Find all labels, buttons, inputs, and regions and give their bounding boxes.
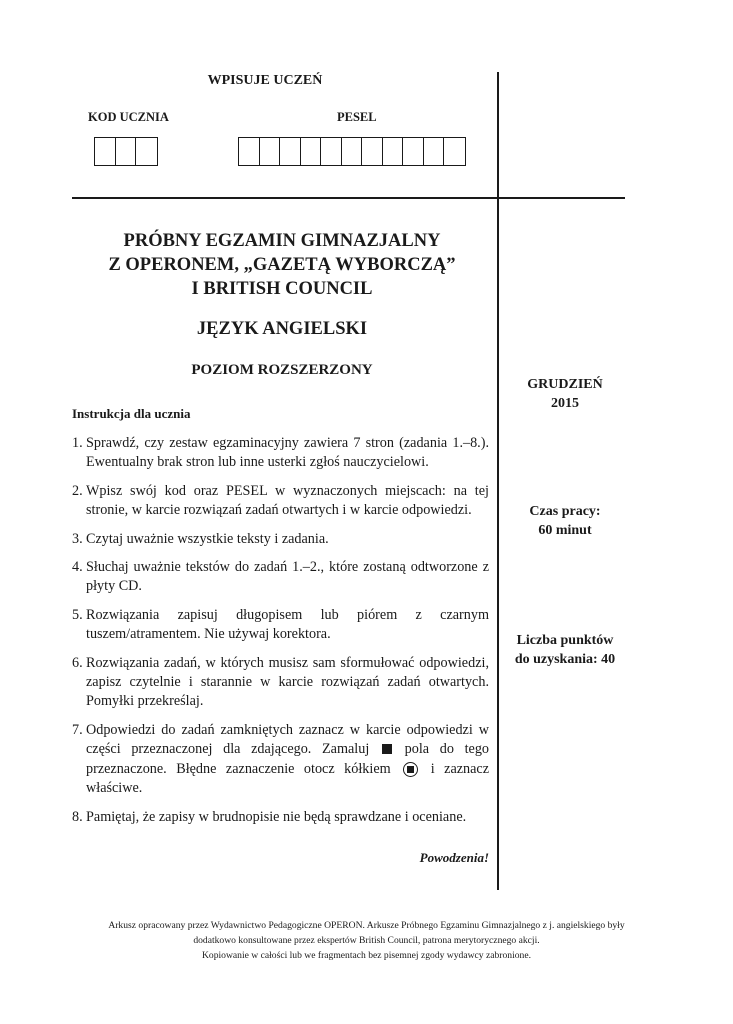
instruction-text: Sprawdź, czy zestaw egzaminacyjny zawiera 7 stron (zadania 1.–8.). Ewentualny brak stron lub inne usterki zgłoś nauczycielowi. (86, 435, 489, 471)
instruction-item (72, 558, 489, 597)
pesel-box[interactable] (260, 138, 281, 165)
instructions-heading: Instrukcja dla ucznia (72, 406, 191, 421)
footer-line: Kopiowanie w całości lub we fragmentach bez pisemnej zgody wydawcy zabronione. (201, 950, 531, 961)
exam-date-year: 2015 (551, 396, 579, 411)
points-label: Liczba punktów (516, 633, 614, 648)
code-box[interactable] (116, 138, 137, 165)
instruction-text: Rozwiązania zapisuj długopisem lub piórem z czarnym tuszem/atramentem. Nie używaj korektora. (86, 606, 489, 643)
instruction-number: 5. (72, 606, 83, 623)
instruction-number: 4. (72, 559, 83, 576)
footer-line: dodatkowo konsultowane przez ekspertów British Council, patrona merytorycznego akcji. (193, 935, 540, 946)
exam-duration (505, 502, 625, 540)
instructions-list (72, 434, 489, 836)
instruction-item (72, 482, 489, 521)
footer-note (60, 918, 673, 963)
footer-line: Arkusz opracowany przez Wydawnictwo Pedagogiczne OPERON. Arkusze Próbnego Egzaminu Gimnazjalnego z j. angielskiego były (108, 920, 625, 931)
instruction-text-part: pola do tego przeznaczone. Błędne zaznaczenie otocz kółkiem (86, 741, 490, 777)
duration-label: Czas pracy: (529, 504, 601, 519)
instruction-item (72, 606, 489, 645)
exam-date-month: GRUDZIEŃ (527, 377, 603, 392)
pesel-box[interactable] (424, 138, 445, 165)
instruction-item (72, 808, 489, 827)
instruction-text-part: Odpowiedzi do zadań zamkniętych zaznacz w karcie odpowiedzi w części przeznaczonej dla zdającego. Zamaluj (86, 721, 489, 758)
instruction-text: Wpisz swój kod oraz PESEL w wyznaczonych miejscach: na tej stronie, w karcie rozwiązań zadań otwartych i w karcie odpowiedzi. (86, 482, 489, 519)
horizontal-divider (72, 197, 625, 199)
circled-square-icon (403, 762, 418, 777)
instruction-number: 8. (72, 808, 83, 825)
instruction-text (86, 721, 489, 799)
pesel-box[interactable] (239, 138, 260, 165)
pesel-box[interactable] (301, 138, 322, 165)
pesel-box[interactable] (362, 138, 383, 165)
instruction-number: 2. (72, 482, 83, 499)
pesel-box[interactable] (342, 138, 363, 165)
instruction-number: 7. (72, 721, 83, 738)
duration-value: 60 minut (538, 523, 592, 538)
pesel-box[interactable] (403, 138, 424, 165)
pesel-boxes[interactable] (238, 137, 466, 166)
instruction-item (72, 434, 489, 473)
instruction-item (72, 530, 489, 549)
instruction-number: 6. (72, 654, 83, 671)
instruction-text: Pamiętaj, że zapisy w brudnopisie nie będą sprawdzane i oceniane. (86, 808, 467, 825)
instruction-item (72, 654, 489, 712)
filled-square-icon (382, 744, 392, 754)
student-code-boxes[interactable] (94, 137, 158, 166)
instruction-text: Rozwiązania zadań, w których musisz sam sformułować odpowiedzi, zapisz czytelnie i starannie w karcie rozwiązań zadań otwartych. Pomyłki przekreślaj. (86, 654, 489, 710)
instruction-number: 3. (72, 530, 83, 547)
code-box[interactable] (95, 138, 116, 165)
instruction-text-part: i zaznacz właściwe. (86, 760, 490, 797)
exam-subject: JĘZYK ANGIELSKI (196, 319, 368, 339)
vertical-divider (497, 72, 499, 890)
student-section-title: WPISUJE UCZEŃ (207, 73, 323, 88)
exam-title-line: Z OPERONEM, „GAZETĄ WYBORCZĄ” (108, 255, 456, 275)
code-box[interactable] (136, 138, 157, 165)
closing-text: Powodzenia! (419, 850, 489, 865)
instruction-text: Słuchaj uważnie tekstów do zadań 1.–2., które zostaną odtworzone z płyty CD. (86, 559, 489, 595)
student-code-label: KOD UCZNIA (88, 110, 169, 124)
pesel-box[interactable] (383, 138, 404, 165)
instruction-text: Czytaj uważnie wszystkie teksty i zadania. (86, 530, 329, 547)
points-value: do uzyskania: 40 (514, 652, 616, 667)
exam-date (505, 375, 625, 413)
instruction-item (72, 721, 489, 799)
pesel-label: PESEL (337, 110, 377, 124)
pesel-box[interactable] (321, 138, 342, 165)
exam-title-line: PRÓBNY EGZAMIN GIMNAZJALNY (123, 231, 441, 251)
instruction-number: 1. (72, 435, 83, 451)
exam-points (505, 631, 625, 669)
exam-title-line: I BRITISH COUNCIL (191, 279, 373, 299)
exam-level: POZIOM ROZSZERZONY (191, 362, 373, 378)
pesel-box[interactable] (280, 138, 301, 165)
pesel-box[interactable] (444, 138, 465, 165)
exam-title (72, 229, 492, 301)
